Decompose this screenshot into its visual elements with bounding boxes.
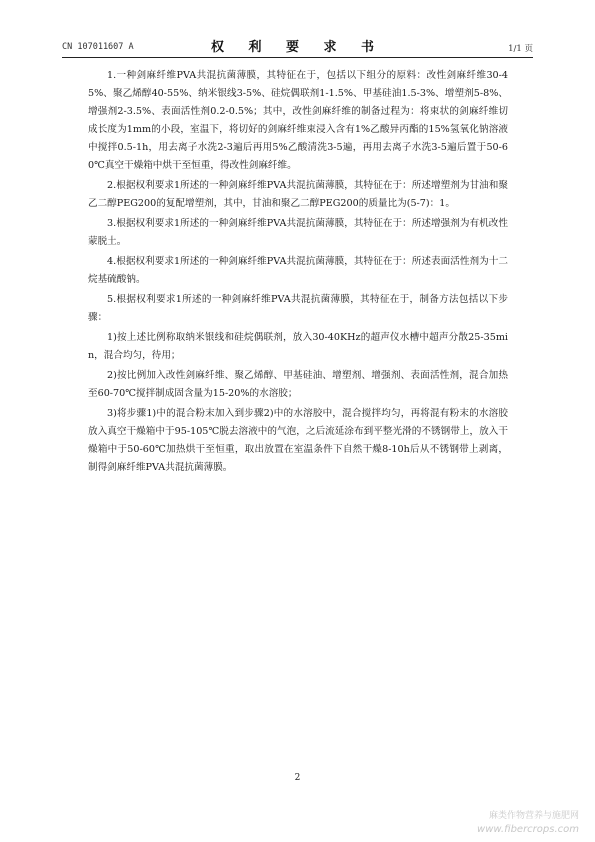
claim-5-step-1: 1)按上述比例称取纳米银线和硅烷偶联剂，放入30-40KHz的超声仪水槽中超声分散25-35min，混合均匀，待用；	[88, 332, 508, 361]
site-watermark	[477, 810, 579, 836]
claim-2: 2.根据权利要求1所述的一种剑麻纤维PVA共混抗菌薄膜，其特征在于：所述增塑剂为甘油和聚乙二醇PEG200的复配增塑剂，其中，甘油和聚乙二醇PEG200的质量比为(5-7)：1。	[88, 180, 508, 209]
document-title: 权 利 要 求 书	[210, 40, 385, 55]
watermark-url: www.fibercrops.com	[477, 824, 579, 835]
page-number: 2	[294, 773, 301, 783]
claim-1: 1.一种剑麻纤维PVA共混抗菌薄膜，其特征在于，包括以下组分的原料：改性剑麻纤维30-45%、聚乙烯醇40-55%、纳米银线3-5%、硅烷偶联剂1-1.5%、甲基硅油1.5-3%、增塑剂5-8%、增强剂2-3.5%、表面活性剂0.2-0.5%；其中，改性剑麻纤维的制备过程为：将束状的剑麻纤维切成长度为1mm的小段，室温下，将切好的剑麻纤维束浸入含有1%乙酸异丙酯的15%氢氧化钠溶液中搅拌0.5-1h，用去离子水洗2-3遍后再用5%乙酸清洗3-5遍，再用去离子水洗3-5遍后置于50-60℃真空干燥箱中烘干至恒重，得改性剑麻纤维。	[88, 70, 508, 171]
page-header	[62, 34, 533, 56]
claim-3: 3.根据权利要求1所述的一种剑麻纤维PVA共混抗菌薄膜，其特征在于：所述增强剂为有机改性蒙脱土。	[88, 218, 508, 247]
publication-number: CN 107011607 A	[62, 42, 134, 52]
watermark-site-name: 麻类作物营养与施肥网	[488, 811, 579, 821]
claim-5-step-2: 2)按比例加入改性剑麻纤维、聚乙烯醇、甲基硅油、增塑剂、增强剂、表面活性剂，混合加热至60-70℃搅拌制成固含量为15-20%的水溶胶；	[88, 370, 508, 399]
claim-5-step-3: 3)将步骤1)中的混合粉末加入到步骤2)中的水溶胶中，混合搅拌均匀，再将混有粉末的水溶胶放入真空干燥箱中于95-105℃脱去溶液中的气泡，之后流延涂布到平整光滑的不锈钢带上，放入干燥箱中于50-60℃加热烘干至恒重，取出放置在室温条件下自然干燥8-10h后从不锈钢带上剥离，制得剑麻纤维PVA共混抗菌薄膜。	[88, 408, 508, 473]
claim-5: 5.根据权利要求1所述的一种剑麻纤维PVA共混抗菌薄膜，其特征在于，制备方法包括以下步骤：	[88, 294, 508, 323]
page-indicator: 1/1 页	[508, 44, 533, 54]
header-divider	[62, 57, 533, 58]
claim-4: 4.根据权利要求1所述的一种剑麻纤维PVA共混抗菌薄膜，其特征在于：所述表面活性剂为十二烷基硫酸钠。	[88, 256, 508, 285]
claims-body	[88, 67, 508, 479]
